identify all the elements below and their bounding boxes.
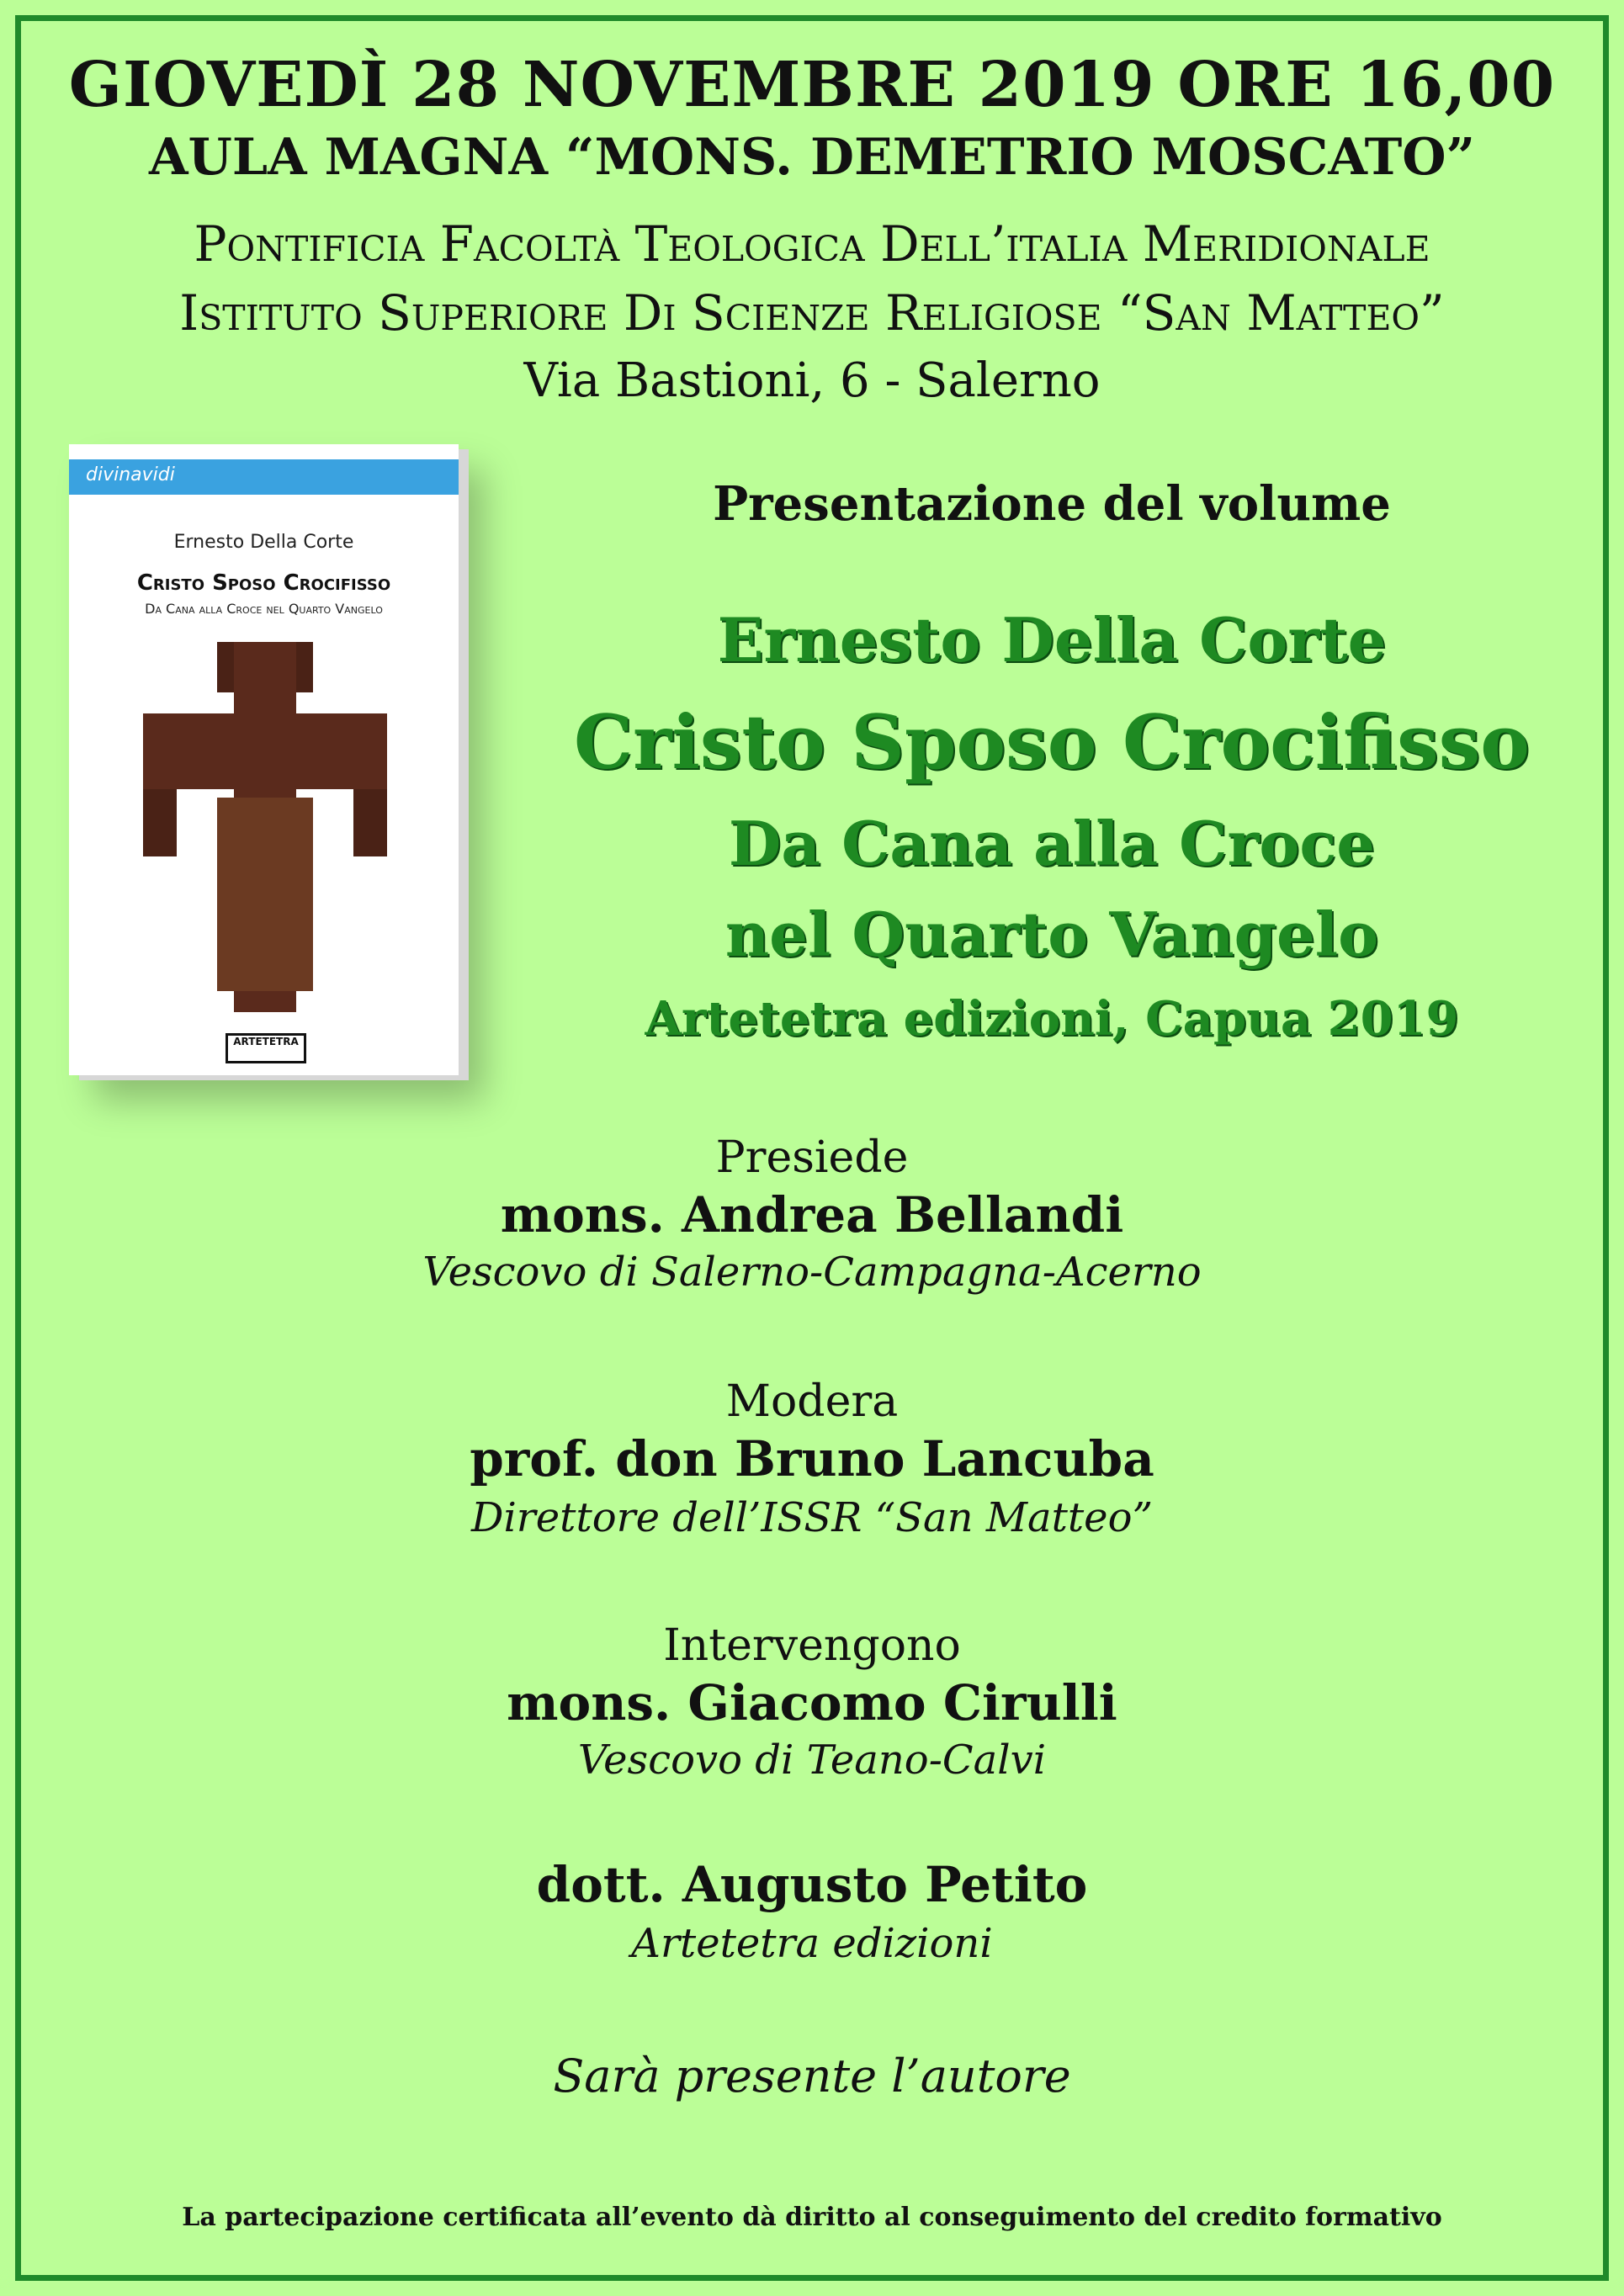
moderates-description: Direttore dell’ISSR “San Matteo” bbox=[470, 1494, 1154, 1541]
presides-description: Vescovo di Salerno-Campagna-Acerno bbox=[422, 1249, 1202, 1296]
footer-note: La partecipazione certificata all’evento dà diritto al conseguimento del credito formativo bbox=[182, 2203, 1442, 2232]
book-cover-author: Ernesto Della Corte bbox=[173, 532, 354, 553]
presentation-author: Ernesto Della Corte bbox=[717, 604, 1387, 676]
speaker-1-description: Vescovo di Teano-Calvi bbox=[577, 1737, 1047, 1784]
author-present-note: Sarà presente l’autore bbox=[553, 2049, 1071, 2102]
speaker-1-name: mons. Giacomo Cirulli bbox=[507, 1674, 1117, 1731]
address-line: Via Bastioni, 6 - Salerno bbox=[523, 353, 1101, 408]
crucifix-horizontal bbox=[143, 713, 387, 789]
event-date-line: GIOVEDÌ 28 NOVEMBRE 2019 ORE 16,00 bbox=[68, 49, 1556, 121]
publisher-logo: ARTETETRA bbox=[226, 1033, 306, 1063]
presentation-publisher: Artetetra edizioni, Capua 2019 bbox=[645, 991, 1459, 1047]
book-series-label: divinavidi bbox=[86, 464, 175, 485]
crucifix-wing-left bbox=[143, 789, 177, 856]
book-cover-image bbox=[69, 444, 459, 1075]
speakers-label: Intervengono bbox=[663, 1620, 961, 1671]
institution-line-2: Istituto Superiore Di Scienze Religiose “San Matteo” bbox=[179, 284, 1445, 342]
crucifix-wing-right bbox=[353, 789, 387, 856]
venue-line: AULA MAGNA “MONS. DEMETRIO MOSCATO” bbox=[148, 128, 1476, 187]
moderates-name: prof. don Bruno Lancuba bbox=[470, 1430, 1154, 1487]
presentation-intro: Presentazione del volume bbox=[713, 476, 1391, 532]
institution-line-1: Pontificia Facoltà Teologica Dell’italia Meridionale bbox=[194, 215, 1430, 273]
moderates-label: Modera bbox=[725, 1376, 899, 1427]
presides-label: Presiede bbox=[715, 1132, 909, 1183]
book-cover-title: Cristo Sposo Crocifisso bbox=[136, 570, 391, 596]
presentation-title: Cristo Sposo Crocifisso bbox=[574, 698, 1530, 786]
presides-name: mons. Andrea Bellandi bbox=[500, 1186, 1124, 1243]
presentation-subtitle-2: nel Quarto Vangelo bbox=[724, 899, 1379, 970]
crucifix-panel bbox=[217, 798, 313, 991]
speaker-2-description: Artetetra edizioni bbox=[631, 1920, 993, 1967]
book-cover-subtitle: Da Cana alla Croce nel Quarto Vangelo bbox=[145, 601, 383, 617]
presentation-subtitle-1: Da Cana alla Croce bbox=[728, 808, 1376, 879]
speaker-2-name: dott. Augusto Petito bbox=[536, 1856, 1088, 1913]
